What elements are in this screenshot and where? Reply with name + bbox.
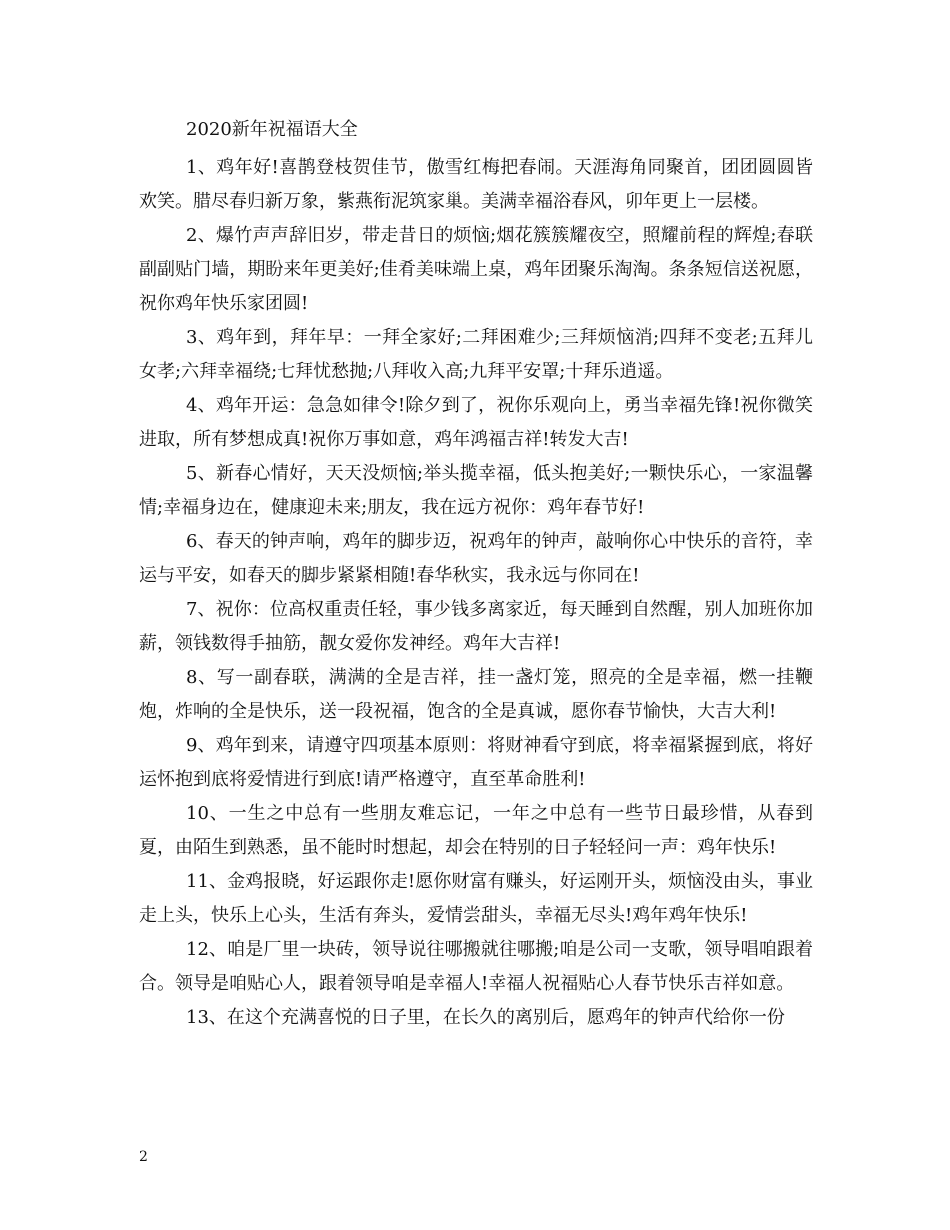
paragraph: 2、爆竹声声辞旧岁，带走昔日的烦恼;烟花簇簇耀夜空，照耀前程的辉煌;春联副副贴门墙，期盼来年更美好;佳肴美味端上桌，鸡年团聚乐淘淘。条条短信送祝愿，祝你鸡年快乐家团圆! [139,225,813,314]
document-title: 2020新年祝福语大全 [186,119,358,140]
paragraph: 13、在这个充满喜悦的日子里，在长久的离别后，愿鸡年的钟声代给你一份 [186,1007,785,1028]
paragraph: 7、祝你：位高权重责任轻，事少钱多离家近，每天睡到自然醒，别人加班你加薪，领钱数得手抽筋，靓女爱你发神经。鸡年大吉祥! [139,599,813,654]
page-number: 2 [139,1149,148,1165]
paragraph: 1、鸡年好!喜鹊登枝贺佳节，傲雪红梅把春闹。天涯海角同聚首，团团圆圆皆欢笑。腊尽春归新万象，紫燕衔泥筑家巢。美满幸福浴春风，卯年更上一层楼。 [139,157,813,212]
paragraph: 5、新春心情好，天天没烦恼;举头揽幸福，低头抱美好;一颗快乐心，一家温馨情;幸福身边在，健康迎未来;朋友，我在远方祝你：鸡年春节好! [139,463,813,518]
paragraph: 9、鸡年到来，请遵守四项基本原则：将财神看守到底，将幸福紧握到底，将好运怀抱到底将爱情进行到底!请严格遵守，直至革命胜利! [139,735,813,790]
paragraph: 3、鸡年到，拜年早：一拜全家好;二拜困难少;三拜烦恼消;四拜不变老;五拜儿女孝;六拜幸福绕;七拜忧愁抛;八拜收入高;九拜平安罩;十拜乐逍遥。 [139,327,813,382]
paragraph: 11、金鸡报晓，好运跟你走!愿你财富有赚头，好运刚开头，烦恼没由头，事业走上头，快乐上心头，生活有奔头，爱情尝甜头，幸福无尽头!鸡年鸡年快乐! [139,871,813,926]
paragraph: 6、春天的钟声响，鸡年的脚步迈，祝鸡年的钟声，敲响你心中快乐的音符，幸运与平安，如春天的脚步紧紧相随!春华秋实，我永远与你同在! [139,531,813,586]
paragraph: 8、写一副春联，满满的全是吉祥，挂一盏灯笼，照亮的全是幸福，燃一挂鞭炮，炸响的全是快乐，送一段祝福，饱含的全是真诚，愿你春节愉快，大吉大利! [139,667,813,722]
paragraph: 10、一生之中总有一些朋友难忘记，一年之中总有一些节日最珍惜，从春到夏，由陌生到熟悉，虽不能时时想起，却会在特别的日子轻轻问一声：鸡年快乐! [139,803,813,858]
paragraph: 4、鸡年开运：急急如律令!除夕到了，祝你乐观向上，勇当幸福先锋!祝你微笑进取，所有梦想成真!祝你万事如意，鸡年鸿福吉祥!转发大吉! [139,395,813,450]
document-body [139,151,813,1035]
paragraph: 12、咱是厂里一块砖，领导说往哪搬就往哪搬;咱是公司一支歌，领导唱咱跟着合。领导是咱贴心人，跟着领导咱是幸福人!幸福人祝福贴心人春节快乐吉祥如意。 [139,939,813,994]
